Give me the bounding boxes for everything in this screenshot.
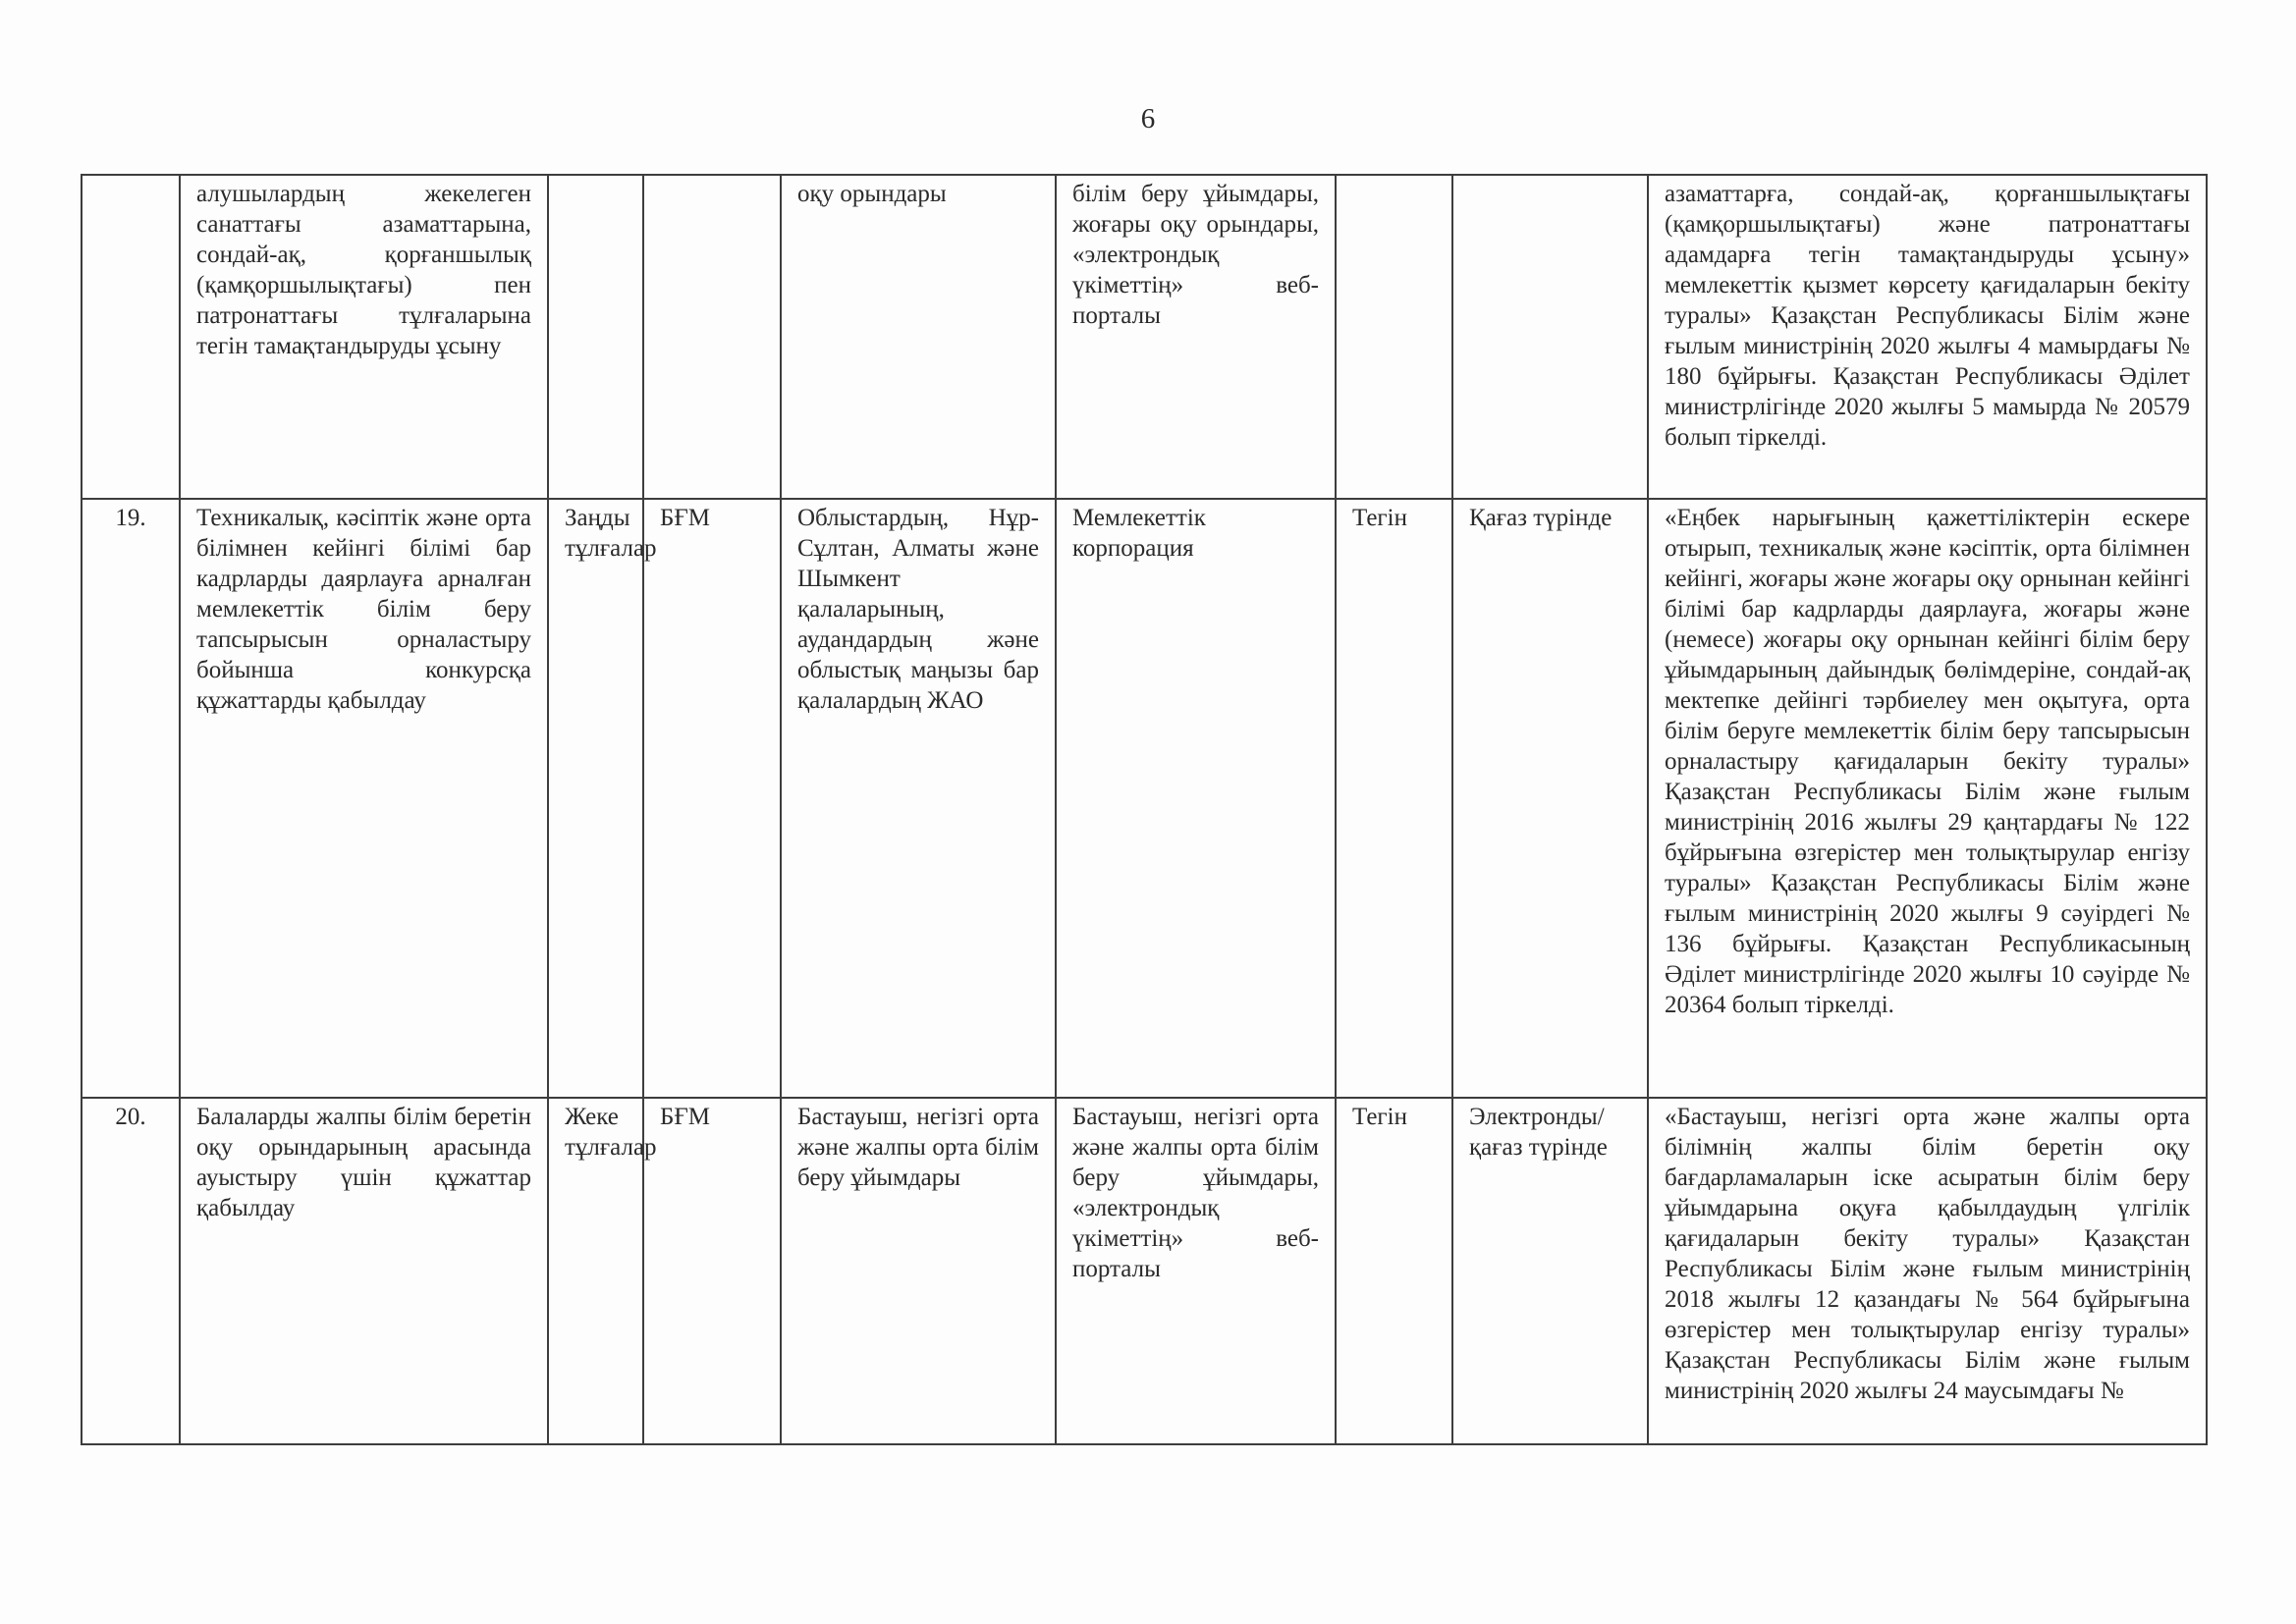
channel-cell: білім беру ұйымдары, жоғары оқу орындары, «электрондық үкіметтің» веб-порталы <box>1056 175 1336 499</box>
cost-cell <box>1336 175 1452 499</box>
form-cell: Қағаз түрінде <box>1452 499 1648 1098</box>
legal-basis-cell: азаматтарға, сондай-ақ, қорғаншылықтағы (қамқоршылықтағы) және патронаттағы адамдарға тегін тамақтандыруды ұсыну» мемлекеттік қызмет көрсету қағидаларын бекіту туралы» Қазақстан Республикасы Білім және ғылым министрінің 2020 жылғы 4 мамырдағы № 180 бұйрығы. Қазақстан Республикасы Әділет министрлігінде 2020 жылғы 5 мамырда № 20579 болып тіркелді. <box>1648 175 2207 499</box>
ministry-cell: БҒМ <box>643 1098 781 1444</box>
provider-cell: оқу орындары <box>781 175 1056 499</box>
cost-cell: Тегін <box>1336 1098 1452 1444</box>
service-name-cell: Техникалық, кәсіптік және орта білімнен кейінгі білімі бар кадрларды даярлауға арналған мемлекеттік білім беру тапсырысын орналастыру бойынша конкурсқа құжаттарды қабылдау <box>180 499 548 1098</box>
table-row <box>82 175 2207 499</box>
channel-cell: Мемлекеттік корпорация <box>1056 499 1336 1098</box>
page-number: 6 <box>1140 103 1156 135</box>
ministry-cell: БҒМ <box>643 499 781 1098</box>
service-name-cell: алушылардың жекелеген санаттағы азаматтарына, сондай-ақ, қорғаншылық (қамқоршылықтағы) пен патронаттағы тұлғаларына тегін тамақтандыруды ұсыну <box>180 175 548 499</box>
recipient-cell: Заңды тұлғалар <box>548 499 643 1098</box>
recipient-cell <box>548 175 643 499</box>
table-row <box>82 1098 2207 1444</box>
cost-cell: Тегін <box>1336 499 1452 1098</box>
row-number-cell: 20. <box>82 1098 180 1444</box>
row-number-cell <box>82 175 180 499</box>
form-cell: Электронды/ қағаз түрінде <box>1452 1098 1648 1444</box>
row-number-cell: 19. <box>82 499 180 1098</box>
ministry-cell <box>643 175 781 499</box>
public-services-table <box>81 174 2208 1445</box>
table-row <box>82 499 2207 1098</box>
service-name-cell: Балаларды жалпы білім беретін оқу орындарының арасында ауыстыру үшін құжаттар қабылдау <box>180 1098 548 1444</box>
channel-cell: Бастауыш, негізгі орта және жалпы орта білім беру ұйымдары, «электрондық үкіметтің» веб-порталы <box>1056 1098 1336 1444</box>
provider-cell: Бастауыш, негізгі орта және жалпы орта білім беру ұйымдары <box>781 1098 1056 1444</box>
legal-basis-cell: «Еңбек нарығының қажеттіліктерін ескере отырып, техникалық және кәсіптік, орта білімнен кейінгі, жоғары және жоғары оқу орнынан кейінгі білімі бар кадрларды даярлауға, жоғары және (немесе) жоғары оқу орнынан кейінгі білім беру ұйымдарының дайындық бөлімдеріне, сондай-ақ мектепке дейінгі тәрбиелеу мен оқытуға, орта білім беруге мемлекеттік білім беру тапсырысын орналастыру қағидаларын бекіту туралы» Қазақстан Республикасы Білім және ғылым министрінің 2016 жылғы 29 қаңтардағы № 122 бұйрығына өзгерістер мен толықтырулар енгізу туралы» Қазақстан Республикасы Білім және ғылым министрінің 2020 жылғы 9 сәуірдегі № 136 бұйрығы. Қазақстан Республикасының Әділет министрлігінде 2020 жылғы 10 сәуірде № 20364 болып тіркелді. <box>1648 499 2207 1098</box>
recipient-cell: Жеке тұлғалар <box>548 1098 643 1444</box>
provider-cell: Облыстардың, Нұр-Сұлтан, Алматы және Шымкент қалаларының, аудандардың және облыстық маңызы бар қалалардың ЖАО <box>781 499 1056 1098</box>
form-cell <box>1452 175 1648 499</box>
legal-basis-cell: «Бастауыш, негізгі орта және жалпы орта білімнің жалпы білім беретін оқу бағдарламаларын іске асыратын білім беру ұйымдарына оқуға қабылдаудың үлгілік қағидаларын бекіту туралы» Қазақстан Республикасы Білім және ғылым министрінің 2018 жылғы 12 қазандағы № 564 бұйрығына өзгерістер мен толықтырулар енгізу туралы» Қазақстан Республикасы Білім және ғылым министрінің 2020 жылғы 24 маусымдағы № <box>1648 1098 2207 1444</box>
